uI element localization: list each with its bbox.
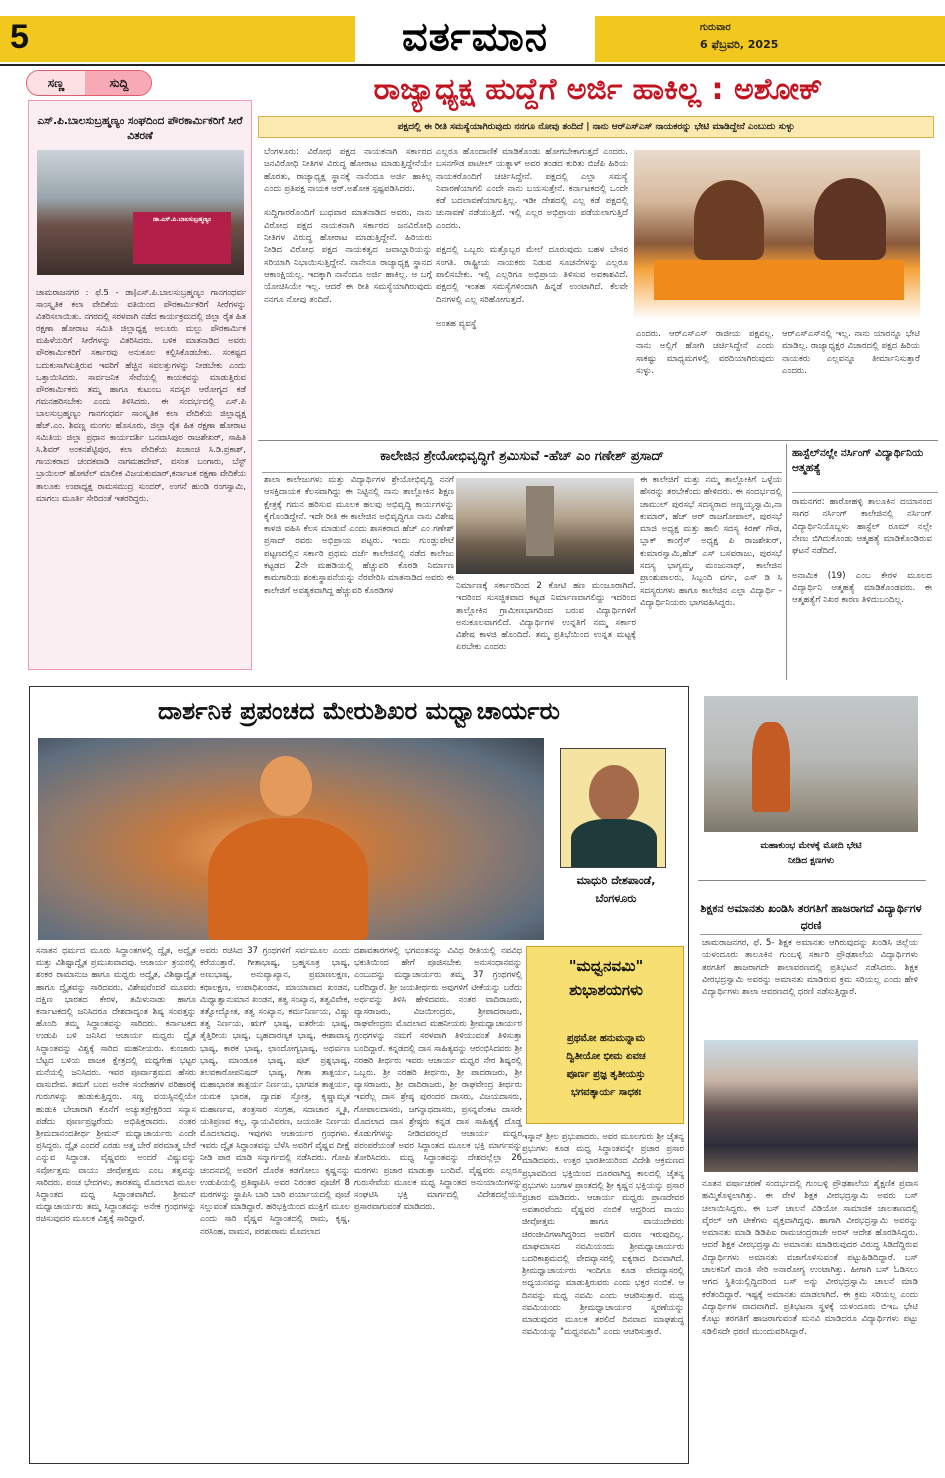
- wishes-verse4: ಭಗವತ್ಕಾರ್ಯ ಸಾಧಕಃ: [570, 1087, 642, 1098]
- madhva-col4: ಇಸ್ಕಾನ್ ಶ್ರೀಲ ಪ್ರಭುಪಾದರು. ಅವರ ಮೂಲಗುರು ಶ್ರೀ ಚೈತನ್ಯ ಪ್ರಭುಗಳು ಕೂಡ ಮಧ್ವ ಸಿದ್ಧಾಂತವನ್ನೇ ಪ್ರಚಾರ ಪ್ರಸಾರ ಮಾಡಿದವರು. ಉತ್ತರ ಭಾರತೀಯರಿಂದ ವಿದೇಶಿ ಆಕ್ರಮಣದ ಪ್ರಭಾವದಿಂದ ಭಕ್ತಿಯಿಂದ ದೂರವಾಗಿದ್ದ ಕಾಲದಲ್ಲಿ ಚೈತನ್ಯ ಪ್ರಭುಗಳು ಬಂಗಾಳ ಪ್ರಾಂತದಲ್ಲಿ ಶ್ರೀ ಕೃಷ್ಣನ ಭಕ್ತಿಯನ್ನು ಪ್ರಸಾರ ಪ್ರಚಾರ ಮಾಡಿದರು. ಆಚಾರ್ಯ ಮಧ್ವರು ಪ್ರಾಣದೇವರ ಅವತಾರವೆಂದು ವೈಷ್ಣವರ ನಂಬಿಕೆ ಆದ್ದರಿಂದ ವಾಯು ಜೀವೋತ್ತಮ ಹಾಗೂ ವಾಯುದೇವರು ಚಿರಂಜೀವಿಗಳಾಗಿದ್ದರಿಂದ ಅವರಿಗೆ ಮರಣ ಇರುವುದಿಲ್ಲ. ಮಾಘಮಾಸದ ನವಮಿಯಂದು ಶ್ರೀಮಧ್ವಾಚಾರ್ಯರು ಬದರಿಕಾಶ್ರಮದಲ್ಲಿ ವೇದವ್ಯಾಸರಲ್ಲಿ ಐಕ್ಯರಾದ ದಿನವಾಗಿದೆ. ಶ್ರೀಮಧ್ವಾಚಾರ್ಯರು ಇಂದಿಗೂ ಕೂಡ ವೇದವ್ಯಾಸರಲ್ಲಿ ಅಧ್ಯಯನವನ್ನು ಮಾಡುತ್ತಿರುವರು ಎಂದು ಭಕ್ತರ ನಂಬಿಕೆ. ಆ ದಿನವನ್ನು ಮಧ್ವ ನವಮಿ ಎಂದು ಆಚರಿಸುತ್ತಾರೆ. ಮಧ್ವ ನವಮಿಯಂದು ಶ್ರೀಮಧ್ವಾಚಾರ್ಯರ ಸ್ಮರಣೆಯನ್ನು ಮಾಡುವುದರ ಮೂಲಕ ತರಲಿದೆ ದಿನವಾದ ಮಾಘಶುದ್ಧ ನವಮಿಯನ್ನು "ಮಧ್ವನವಮಿ" ಎಂದು ಆಚರಿಸುತ್ತಾರೆ.: [522, 1131, 684, 1337]
- madhva-col3: ದಶಾವತಾರಗಳಲ್ಲಿ ಭಗವಂತನನ್ನು ವಿವಿಧ ರೀತಿಯಲ್ಲಿ ನವವಿಧ ಭಕುತಿಯಿಂದ ಹೇಗೆ ಪೂಜಿಸಬೇಕು ಅನುಸಂಧಾನವನ್ನು ಎಂಬುದನ್ನು ಮಧ್ವಾಚಾರ್ಯರು ತಮ್ಮ 37 ಗ್ರಂಥಗಳಲ್ಲಿ ಬರೆದಿದ್ದಾರೆ. ಶ್ರೀ ಜಯತೀರ್ಥರು ಅವುಗಳಿಗೆ ಟೀಕೆಯನ್ನು ಬರೆದು ಅರ್ಥವನ್ನು ತಿಳಿಸಿ ಹೇಳಿದವರು. ನಂತರ ವಾದಿರಾಜರು, ವ್ಯಾಸರಾಜರು, ವಿಜಯೀಂದ್ರರು, ಶ್ರೀಪಾದರಾಜರು, ರಾಘವೇಂದ್ರರು ಮೊದಲಾದ ಮಹನೀಯರು ಶ್ರೀಮಧ್ವಾಚಾರ್ಯರ ಗ್ರಂಥಗಳನ್ನು ನಮಗೆ ಸರಳವಾಗಿ ತಿಳಿಯುವಂತೆ ತಿಳಿಸುತ್ತಾ ಬಂದಿದ್ದಾರೆ. ಕನ್ನಡದಲ್ಲಿ ದಾಸ ಸಾಹಿತ್ಯವನ್ನು ಆರಂಭಿಸಿದವರು ಶ್ರೀ ನರಹರಿ ತೀರ್ಥರು ಇವರು ಆಚಾರ್ಯ ಮಧ್ವರ ನೇರ ಶಿಷ್ಯರಲ್ಲಿ ಒಬ್ಬರು. ಶ್ರೀ ನರಹರಿ ತೀರ್ಥರು, ಶ್ರೀ ಪಾದರಾಜರು, ಶ್ರೀ ವ್ಯಾಸರಾಜರು, ಶ್ರೀ ವಾದಿರಾಜರು, ಶ್ರೀ ರಾಘವೇಂದ್ರ ತೀರ್ಥರು ಇವರೆಲ್ಲ ದಾಸ ಶ್ರೇಷ್ಠ ಪುರಂದರ ದಾಸರು, ವಿಜಯದಾಸರು, ಗೋಪಾಲದಾಸರು, ಜಗನ್ನಾಥದಾಸರು, ಪ್ರಸನ್ನವೆಂಕಟ ದಾಸರೇ ಮೊದಲಾದ ದಾಸ ಶ್ರೇಷ್ಠರು ಕನ್ನಡ ದಾಸ ಸಾಹಿತ್ಯಕ್ಕೆ ದೊಡ್ಡ ಕೊಡುಗೆಗಳನ್ನು ನೀಡಿದವರಲ್ಲದೆ ಆಚಾರ್ಯ ಮಧ್ವರ ಪರಂಪರೆಯಂತೆ ಅವರ ಸಿದ್ಧಾಂತದ ಮೂಲಕ ಭಕ್ತಿ ಮಾರ್ಗವನ್ನು ತೋರಿಸಿದರು. ಮಧ್ವ ಸಿದ್ಧಾಂತವನ್ನು ದೇಶದಲ್ಲೆಲ್ಲಾ 26 ಮಠಗಳು ಪ್ರಚಾರ ಮಾಡುತ್ತಾ ಬಂದಿವೆ. ವೈಷ್ಣವರು ಎಲ್ಲರೂ ಗುರುಸೇವೆಯ ಮೂಲಕ ಮಧ್ವ ಸಿದ್ಧಾಂತದ ಅನುಯಾಯಿಗಳನ್ನು ಸಂಘಟಿಸಿ ಭಕ್ತಿ ಮಾರ್ಗದಲ್ಲಿ ವಿದೇಶದಲ್ಲೆಯೂ ಪ್ರಸಾರವಾಗುವಂತೆ ಮಾಡಿದರು.: [354, 945, 522, 1212]
- author-photo: [589, 765, 639, 823]
- masthead-day: ಗುರುವಾರ: [700, 22, 731, 33]
- madhva-col1: ಸನಾತನ ಧರ್ಮದ ಮೂರು ಸಿದ್ಧಾಂತಗಳಲ್ಲಿ ದ್ವೈತ, ಅದ್ವೈತ ಮತ್ತು ವಿಶಿಷ್ಟಾದ್ವೈತ ಪ್ರಮುಖವಾದವು. ಆಚಾರ್ಯ ತ್ರಯರಲ್ಲಿ ಶಂಕರ ರಾಮಾನುಜ ಹಾಗೂ ಮಧ್ವರು ಅದ್ವೈತ, ವಿಶಿಷ್ಟಾದ್ವೈತ ಹಾಗೂ ದ್ವೈತವನ್ನು ಸಾರಿದವರು. ವಿಶೇಷವೆಂದರೆ ಮೂವರು ದಕ್ಷಿಣ ಭಾರತದ ಕೇರಳ, ತಮಿಳುನಾಡು ಹಾಗೂ ಕರ್ನಾಟಕದಲ್ಲಿ ಜನಿಸಿದರೂ ದೇಶದಾದ್ಯಂತ ಶಿಷ್ಯ ಸಂಪತ್ತನ್ನು ಹೊಂದಿ ತಮ್ಮ ಸಿದ್ಧಾಂತವನ್ನು ಸಾರಿದರು. ಕರ್ನಾಟಕದ ಉಡುಪಿ ಬಳಿ ಜನಿಸಿದ ಆಚಾರ್ಯ ಮಧ್ವರು ದ್ವೈತ ಸಿದ್ಧಾಂತವನ್ನು ವಿಶ್ವಕ್ಕೆ ಸಾರಿದ ಮಹನೀಯರು. ಕುಂಜಾರು ಬೆಟ್ಟದ ಬಳಿಯ ಪಾಜಕ ಕ್ಷೇತ್ರದಲ್ಲಿ ಮಧ್ಯಗೇಹ ಭಟ್ಟರ ಮನೆಯಲ್ಲಿ ಜನಿಸಿದರು. ಇವರ ಪೂರ್ವಾಶ್ರಮದ ಹೆಸರು ವಾಸುದೇವ. ತಮಗೆ ಬಂದ ಅನೇಕ ಸಂದೇಹಗಳ ಪರಿಹಾರಕ್ಕೆ ಗುರುಗಳನ್ನು ಹುಡುಕುತ್ತಿದ್ದರು. ಸಣ್ಣ ವಯಸ್ಸಿನಲ್ಲಿಯೇ ಹುಡುಕಿ ಬೇಜಾರಾಗಿ ಕೊನೆಗೆ ಅಚ್ಯುತಪ್ರೇಕ್ಷರಿಂದ ಸನ್ಯಾಸ ಪಡೆದು ಪೂರ್ಣಪ್ರಜ್ಞರೆಂದು ಅಭಿಷಿಕ್ತರಾದರು. ನಂತರ ಶ್ರೀಮದಾನಂದತೀರ್ಥ ಶ್ರೀಮನ್ ಮಧ್ವಾಚಾರ್ಯರು ಎಂದೇ ಪ್ರಸಿದ್ಧರು. ದ್ವೈತ ಎಂದರೆ ಎರಡು ಅತ್ಮ ಬೇರೆ ಪರಮಾತ್ಮ ಬೇರೆ ಎನ್ನುವ ಸಿದ್ಧಾಂತ. ವೈಷ್ಣವರು ಅಂದರೆ ವಿಷ್ಣುವನ್ನು ಸರ್ವೋತ್ತಮ ವಾಯು ಜೀವೋತ್ತಮ ಎಂಬ ತತ್ವವನ್ನು ಸಾರಿದರು. ಪಂಚ ಭೇದಗಳು, ತಾರತಮ್ಯ ಮೊದಲಾದ ಮೂಲ ಸಿದ್ಧಾಂತದ ಮಧ್ವ ಸಿದ್ಧಾಂತವಾಗಿದೆ. ಶ್ರೀಮನ್ ಮಧ್ವಾಚಾರ್ಯರು ತಮ್ಮ ಸಿದ್ಧಾಂತವನ್ನು ಅನೇಕ ಗ್ರಂಥಗಳನ್ನು ರಚಿಸುವುದರ ಮೂಲಕ ವಿಶ್ವಕ್ಕೆ ಸಾರಿದ್ದಾರೆ.: [36, 945, 196, 1224]
- modi-figure: [752, 722, 790, 812]
- lead-divider: [258, 440, 938, 441]
- modi-photo: [704, 696, 918, 832]
- modi-caption-2: ನೀಡಿದ ಕ್ಷಣಗಳು: [787, 856, 835, 866]
- author-name: ಮಾಧುರಿ ದೇಶಪಾಂಡೆ,: [576, 874, 656, 887]
- page-number-box: [0, 16, 78, 62]
- madhva-col2: ಅವರು ರಚಿಸಿದ 37 ಗ್ರಂಥಗಳಿಗೆ ಸರ್ವಮೂಲ ಎಂದು ಕರೆಯುತ್ತಾರೆ. ಗೀತಾಭಾಷ್ಯ, ಬ್ರಹ್ಮಸೂತ್ರ ಭಾಷ್ಯ, ಅಣುಭಾಷ್ಯ, ಅನುವ್ಯಾಖ್ಯಾನ, ಪ್ರಮಾಣಲಕ್ಷಣ, ಕಥಾಲಕ್ಷಣ, ಉಪಾಧಿಖಂಡನ, ಮಾಯಾವಾದ ಖಂಡನ, ಮಿಥ್ಯಾತ್ವಾನುಮಾನ ಖಂಡನ, ತತ್ವ ಸಂಖ್ಯಾನ, ತತ್ವವಿವೇಕ, ತತ್ವೋದ್ಯೋತ, ತತ್ವ ಸಂಖ್ಯಾನ, ಕರ್ಮನಿರ್ಣಯ, ವಿಷ್ಣು ತತ್ವ ನಿರ್ಣಯ, ಋಗ್ ಭಾಷ್ಯ, ಐತರೇಯ ಭಾಷ್ಯ, ತೈತ್ತಿರೀಯ ಭಾಷ್ಯ, ಬೃಹದಾರಣ್ಯಕ ಭಾಷ್ಯ, ಈಶಾವಾಸ್ಯ ಭಾಷ್ಯ, ಕಾಠಕ ಭಾಷ್ಯ, ಛಾಂದೋಗ್ಯಭಾಷ್ಯ, ಅಥರ್ವಣ ಭಾಷ್ಯ, ಮಾಂಡೂಕ ಭಾಷ್ಯ, ಷಟ್ ಪ್ರಶ್ನಭಾಷ್ಯ, ತಲವಕಾರೋಪನಿಷದ್ ಭಾಷ್ಯ, ಗೀತಾ ತಾತ್ಪರ್ಯ, ಮಹಾಭಾರತ ತಾತ್ಪರ್ಯ ನಿರ್ಣಯ, ಭಾಗವತ ತಾತ್ಪರ್ಯ, ಯಮಕ ಭಾರತ, ದ್ವಾದಶ ಸ್ತೋತ್ರ, ಕೃಷ್ಣಾಮೃತ ಮಹಾರ್ಣವ, ತಂತ್ರಸಾರ ಸಂಗ್ರಹ, ಸದಾಚಾರ ಸ್ಮೃತಿ, ಯತಿಪ್ರಣವ ಕಲ್ಪ, ನ್ಯಾಯವಿವರಣ, ಜಯಂತೀ ನಿರ್ಣಯ ಮೊದಲಾದವು. ಇವುಗಳು ಆಚಾರ್ಯರ ಗ್ರಂಥಗಳು. ಇವರು ದ್ವೈತ ಸಿದ್ಧಾಂತವನ್ನು ಬೆಳೆಸಿ ಅವರಿಗೆ ವೈಷ್ಣವ ದೀಕ್ಷೆ ನೀಡಿ ಪಾಠ ಮಾಡಿ ಸನ್ಮಾರ್ಗದಲ್ಲಿ ನಡೆಸಿದರು. ಗೋಪಿ ಚಂದನದಲ್ಲಿ ಅವರಿಗೆ ದೊರೆತ ಕಡಗೋಲು ಕೃಷ್ಣನನ್ನು ಉಡುಪಿಯಲ್ಲಿ ಪ್ರತಿಷ್ಠಾಪಿಸಿ ಅವರ ನಿರಂತರ ಪೂಜೆಗೆ 8 ಮಠಗಳನ್ನು ಸ್ಥಾಪಿಸಿ ಬಾರಿ ಬಾರಿ ಪರ್ಯಾಯದಲ್ಲಿ ಪೂಜೆ ಸಲ್ಲುವಂತೆ ಮಾಡಿದ್ದಾರೆ. ಹರಿಭಕ್ತಿಯಿಂದ ಮುಕ್ತಿಗೆ ಮೂಲ ಎಂದು ಸಾರಿ ವೈಷ್ಣವ ಸಿದ್ಧಾಂತದಲ್ಲಿ ರಾಮ, ಕೃಷ್ಣ, ನರಸಿಂಹ, ವಾಮನ, ಪರಶುರಾಮ ಮೊದಲಾದ: [200, 945, 350, 1236]
- college-headline: ಕಾಲೇಜಿನ ಶ್ರೇಯೋಭಿವೃದ್ಧಿಗೆ ಶ್ರಮಿಸುವೆ -ಹೆಚ್ ಎಂ ಗಣೇಶ್ ಪ್ರಸಾದ್: [380, 449, 664, 464]
- teacher-divider: [700, 934, 922, 935]
- hostel-vline: [786, 444, 787, 680]
- wishes-verse2: ದ್ವಿತೀಯೋ ಭೀಮ ಏವಚ: [566, 1051, 646, 1062]
- college-col2: ನಿರ್ಮಾಣಕ್ಕೆ ಸರ್ಕಾರದಿಂದ 2 ಕೋಟಿ ಹಣ ಮಂಜೂರಾಗಿದೆ. ಇದರಿಂದ ಸುಸಜ್ಜಿತವಾದ ಕಟ್ಟಡ ನಿರ್ಮಾಣವಾಗಲಿದ್ದು ಇದರಿಂದ ತಾಲ್ಲೋಕಿನ ಗ್ರಾಮೀಣಭಾಗದಿಂದ ಬರುವ ವಿದ್ಯಾರ್ಥಿಗಳಿಗೆ ಅನುಕೂಲವಾಗಲಿದೆ. ವಿದ್ಯಾರ್ಥಿಗಳ ಉನ್ನತಿಗೆ ನಮ್ಮ ಸರ್ಕಾರ ವಿಶೇಷ ಕಾಳಜಿ ಹೊಂದಿದೆ. ತಮ್ಮ ಪ್ರತಿಭೆಯಿಂದ ಉನ್ನತ ಮಟ್ಟಕ್ಕೆ ಏರಬೇಕು ಎಂದರು: [456, 581, 636, 653]
- lead-subhead: ಪಕ್ಷದಲ್ಲಿ ಈ ರೀತಿ ಸಮಸ್ಯೆಯಾಗಿರುವುದು ನನಗೂ ನೋವು ತಂದಿದೆ | ನಾನು ಆರ್‌ಎಸ್‌ಎಸ್ ನಾಯಕರನ್ನು ಭೇಟಿ ಮಾಡಿದ್ದೇನೆ ಎಂಬುದು ಸುಳ್ಳು: [258, 116, 934, 138]
- modi-caption-1: ಮಹಾಕುಂಭ ಮೇಳಕ್ಕೆ ಮೋದಿ ಭೇಟಿ: [760, 841, 862, 851]
- college-photo: [456, 478, 634, 574]
- masthead: [0, 0, 945, 66]
- page-number: 5: [10, 18, 29, 56]
- hostel-body: ರಾಮನಗರ: ಹಾರೋಹಳ್ಳಿ ತಾಲೂಕಿನ ದಯಾನಂದ ಸಾಗರ ನರ್ಸಿಂಗ್ ಕಾಲೇಜಿನಲ್ಲಿ ನರ್ಸಿಂಗ್ ವಿದ್ಯಾರ್ಥಿನಿಯೊಬ್ಬಳು ಹಾಸ್ಟೆಲ್ ರೂಮ್ ನಲ್ಲೇ ನೇಣು ಬಿಗಿದುಕೊಂಡು ಆತ್ಮಹತ್ಯೆ ಮಾಡಿಕೊಂಡಿರುವ ಘಟನೆ ನಡೆದಿದೆ. ಅನಾಮಿಕ (19) ಎಂಬ ಕೇರಳ ಮೂಲದ ವಿದ್ಯಾರ್ಥಿನಿ ಆತ್ಮಹತ್ಯೆ ಮಾಡಿಕೊಂಡವರು. ಈ ಆತ್ಮಹತ್ಯೆಗೆ ನಿಖರ ಕಾರಣ ತಿಳಿದುಬಂದಿಲ್ಲ.: [792, 497, 932, 606]
- wishes-verse1: ಪ್ರಥಮೋ ಹನುಮನ್ನಾಮ: [566, 1033, 645, 1044]
- teacher-headline: ಶಿಕ್ಷಕನ ಅಮಾನತು ಖಂಡಿಸಿ ತರಗತಿಗೆ ಹಾಜರಾಗದೆ ವಿದ್ಯಾರ್ಥಿಗಳ ಧರಣಿ: [700, 902, 922, 932]
- madhva-figure-head: [260, 756, 312, 816]
- lead-photo: [634, 150, 920, 320]
- wishes-line2: ಶುಭಾಶಯಗಳು: [569, 981, 643, 999]
- author-place: ಬೆಂಗಳೂರು: [595, 892, 637, 905]
- wishes-line1: "ಮಧ್ವನವಮಿ": [568, 957, 644, 975]
- suddi-label: ಸುದ್ದಿ: [85, 71, 152, 96]
- sanna-body: ಚಾಮರಾಜನಗರ : ಫೆ.5 - ಡಾ|ಎಸ್.ಪಿ.ಬಾಲಸುಬ್ರಹ್ಮಣ್ಯಂ ಗಾನಗಂಧರ್ವ ಸಾಂಸ್ಕೃತಿಕ ಕಲಾ ವೇದಿಕೆಯ ವತಿಯಿಂದ ಪೌರಕಾರ್ಮಿಕರಿಗೆ ಸೀರೆಗಳನ್ನು ವಿತರಿಸಲಾಯಿತು. ನಗರದಲ್ಲಿ ಸರಳವಾಗಿ ನಡೆದ ಕಾರ್ಯಕ್ರಮದಲ್ಲಿ ಜಿಲ್ಲಾ ರೈತ ಹಿತ ರಕ್ಷಣಾ ಹೋರಾಟ ಸಮಿತಿ ಜಿಲ್ಲಾಧ್ಯಕ್ಷ ಅಲೂರು ಮಲ್ಲು ಪೌರಕಾರ್ಮಿಕ ಮಹಿಳೆಯರಿಗೆ ಸೀರೆಗಳನ್ನು ವಿತರಿಸಿದರು. ಬಳಿಕ ಮಾತನಾಡಿದ ಅವರು ಪೌರಕಾರ್ಮಿಕರಿಗೆ ಸರ್ಕಾರವು ಅನುಕೂಲ ಕಲ್ಪಿಸಿಕೊಡಬೇಕು. ಸಂಕಷ್ಟದ ಬದುಕುಸಾಗಿಸುತ್ತಿರುವ ಇವರಿಗೆ ಹೆಚ್ಚಿನ ಸವಲತ್ತುಗಳನ್ನು ನೀಡಬೇಕು ಎಂದು ಒತ್ತಾಯಿಸಿದರು. ಸಾರ್ವಜನಿಕ ಸೇವೆಯಲ್ಲಿ ಕಾಯಕವನ್ನು ಮಾಡುತ್ತಿರುವ ಪೌರಕಾರ್ಮಿಕರು ತಮ್ಮ ಹಾಗೂ ಕುಟುಂಬ ಸದಸ್ಯರ ಆರೋಗ್ಯದ ಕಡೆ ಗಮನಹರಿಸಬೇಕು ಎಂದು ತಿಳಿಸಿದರು. ಈ ಸಂದರ್ಭದಲ್ಲಿ ಎಸ್.ಪಿ ಬಾಲಸುಬ್ರಹ್ಮಣ್ಯಂ ಗಾನಗಂಧರ್ವ ಸಾಂಸ್ಕೃತಿಕ ಕಲಾ ವೇದಿಕೆಯ ಜಿಲ್ಲಾಧ್ಯಕ್ಷ ಹೆಚ್.ಎಂ. ಶಿವಣ್ಣ ಮಂಗಲ ಹೊಸೂರು, ಜಿಲ್ಲಾ ರೈತ ಹಿತ ರಕ್ಷಣಾ ಹೋರಾಟ ಸಮಿತಿಯ ಜಿಲ್ಲಾ ಪ್ರಧಾನ ಕಾರ್ಯದರ್ಶಿ ಬನವಾಸಿಪುರ ರಾಜಶೇಖರ್, ಸಾಹಿತಿ ಸಿ.ಶಿವರ್ ಅಂಕನಶೆಟ್ಟಿಪುರ, ಕಲಾ ವೇದಿಕೆಯ ಖಜಾಂಚಿ ಸಿ.ಡಿ.ಪ್ರಕಾಶ್, ಗಾಯಕರಾದ ಚಂದಕವಾಡಿ ನಾಗಮಹದೇವ್, ವಸಂತ ಬಂಗಾರು, ಬೆಸ್ಟ್ ಬ್ರಾಯಿಲರ್ ಹೋಟೆಲ್ ಮಾಲೀಕ ವಿಜಯಕುಮಾರ್,ಕರ್ನಾಟಕ ರಕ್ಷಣಾ ವೇದಿಕೆಯ ತಾಲೂಕು ಉಪಾಧ್ಯಕ್ಷ ರಾಮಸಮುದ್ರ ಸುಂದರ್, ಉಗನೆ ಹುಂಡಿ ರಂಗಸ್ವಾಮಿ, ಮಾಗಲು ಮೂರ್ತಿ ಸೇರಿದಂತೆ ಇತರರಿದ್ದರು.: [36, 287, 246, 503]
- lead-col4: ಆರ್‌ಎಸ್‌ಎಸ್‌ನಲ್ಲಿ ಇಲ್ಲ. ನಾನು ಯಾರನ್ನೂ ಭೇಟಿ ಮಾಡಿಲ್ಲ. ರಾಜ್ಯಾಧ್ಯಕ್ಷರ ವಿಚಾರದಲ್ಲಿ ಪಕ್ಷದ ಹಿರಿಯ ನಾಯಕರು ಎಲ್ಲವನ್ನೂ ತೀರ್ಮಾನಿಸುತ್ತಾರೆ ಎಂದರು.: [782, 329, 920, 376]
- wishes-verse3: ಪೂರ್ಣ ಪ್ರಜ್ಞ ತೃತೀಯಸ್ತು: [566, 1069, 646, 1080]
- hostel-headline: ಹಾಸ್ಟೆಲ್‌ನಲ್ಲೇ ನರ್ಸಿಂಗ್ ವಿದ್ಯಾರ್ಥಿನಿಯ ಆತ್ಮಹತ್ಯೆ: [792, 447, 924, 474]
- wishes-box: [526, 946, 684, 1124]
- lead-photo-figure-a: [694, 180, 764, 260]
- lead-headline: ರಾಜ್ಯಾಧ್ಯಕ್ಷ ಹುದ್ದೆಗೆ ಅರ್ಜಿ ಹಾಕಿಲ್ಲ : ಅಶೋಕ್: [373, 72, 823, 107]
- lead-col3: ಎಂದರು. ಆರ್‌ಎಸ್‌ಎಸ್ ರಾಜೀಯ ಪಕ್ಷವಲ್ಲ. ನಾನು ಅಲ್ಲಿಗೆ ಹೋಗಿ ಚರ್ಚಿಸಿದ್ದೇನೆ ಎಂದು ಸಾಕಷ್ಟು ಮಾಧ್ಯಮಗಳಲ್ಲಿ ವರದಿಯಾಗಿರುವುದು ಸುಳ್ಳು.: [636, 329, 774, 376]
- hostel-divider: [792, 492, 938, 493]
- madhva-figure-robe: [208, 818, 368, 940]
- lead-col2: ಎಲ್ಲರೂ ಹೊಂದಾಣಿಕೆ ಮಾಡಿಕೊಂಡು ಹೋಗಬೇಕಾಗುತ್ತದೆ ಎಂದರು. ಬಸನಗೌಡ ಪಾಟೀಲ್ ಯತ್ನಾಳ್ ಅವರ ತಂಡದ ಕುರಿತು ಬಿಜೆಪಿ ಹಿರಿಯ ನಾಯಕರೊಂದಿಗೆ ಚರ್ಚಿಸಿದ್ದೇನೆ. ಪಕ್ಷದಲ್ಲಿ ಎಲ್ಲಾ ಸಮಸ್ಯೆ ನಿವಾರಣೆಯಾಗಲಿ ಎಂದೇ ನಾನು ಬಯಸುತ್ತೇನೆ. ಕರ್ನಾಟಕದಲ್ಲಿ ಒಂದೇ ಕಡೆ ಬದಲಾವಣೆಯಾಗುತ್ತಿಲ್ಲ. ಇಡೀ ದೇಶದಲ್ಲಿ ಎಲ್ಲ ಕಡೆ ಪಕ್ಷದಲ್ಲಿ ಚುನಾವಣೆ ನಡೆಯುತ್ತಿದೆ. ಇಲ್ಲಿ ಎಲ್ಲರ ಅಭಿಪ್ರಾಯ ಪಡೆಯಲಾಗುತ್ತಿದೆ ಎಂದರು. ಪಕ್ಷದಲ್ಲಿ ಒಬ್ಬರು ಮತ್ತೊಬ್ಬರ ಮೇಲೆ ದೂರುವುದು ಬಹಳ ಬೇಸರ ಸಂಗತಿ. ರಾಷ್ಟ್ರೀಯ ನಾಯಕರು ನಿಡುವ ಸೂಚನೆಗಳನ್ನು ಎಲ್ಲರೂ ಪಾಲಿಸಬೇಕು. ಇಲ್ಲಿ ಎಲ್ಲರಿಗೂ ಅಭಿಪ್ರಾಯ ತಿಳಿಸುವ ಅವಕಾಶವಿದೆ. ಪಕ್ಷದಲ್ಲಿ ಇಂತಹ ಸಮಸ್ಯೆಗಳಿಂದಾಗಿ ಹಿನ್ನಡೆ ಉಂಟಾಗಿದೆ. ಕೆಲವೇ ದಿನಗಳಲ್ಲಿ ಎಲ್ಲ ಸರಿಹೋಗುತ್ತದೆ. ಅಂತಹ ವ್ಯವಸ್ಥೆ: [436, 147, 628, 330]
- right-divider: [698, 880, 926, 881]
- college-photo-pillar: [526, 486, 554, 556]
- college-col1: ಶಾಲಾ ಕಾಲೇಜುಗಳು ಮತ್ತು ವಿದ್ಯಾರ್ಥಿಗಳ ಶ್ರೇಯೋಭಿವೃದ್ಧಿ ನನಗೆ ಆಸಕ್ತಿದಾಯಕ ಕೆಲಸವಾಗಿದ್ದು ಈ ನಿಟ್ಟಿನಲ್ಲಿ ನಾನು ತಾಲ್ಲೋಕಿನ ಶಿಕ್ಷಣ ಕ್ಷೇತ್ರಕ್ಕೆ ಗಮನ ಹರಿಸುವ ಮೂಲಕ ಹಲವು ಅಭಿವೃದ್ಧಿ ಕಾರ್ಯಗಳನ್ನು ಕೈಗೊಂಡಿದ್ದೇನೆ. ಇದೇ ರೀತಿ ಈ ಕಾಲೇಜಿನ ಅಭಿವೃದ್ಧಿಗೂ ನಾನು ವಿಶೇಷ ಕಾಳಜಿ ವಹಿಸಿ ಕೆಲಸ ಮಾಡುವೆ ಎಂದು ಶಾಸಕರಾದ ಹೆಚ್ ಎಂ ಗಣೇಶ್ ಪ್ರಸಾದ್ ರವರು ಅಭಿಪ್ರಾಯ ಪಟ್ಟರು. ಇಂದು ಗುಂಡ್ಲುಪೇಟೆ ಪಟ್ಟಣದಲ್ಲಿನ ಸರ್ಕಾರಿ ಪ್ರಥಮ ದರ್ಜೆ ಕಾಲೇಜಿನಲ್ಲಿ ನಡೆದ ಕಾಲೇಜು ಕಟ್ಟಡದ 2ನೇ ಮಹಡಿಯಲ್ಲಿ ಹೆಚ್ಚುವರಿ ಕೊಠಡಿ ನಿರ್ಮಾಣ ಕಾಮಗಾರಿಯ ಶಂಕುಸ್ಥಾಪನೆಯನ್ನು ನೆರವೇರಿಸಿ ಮಾತನಾಡಿದ ಅವರು ಈ ಕಾಲೇಜಿಗೆ ಅವಶ್ಯಕವಾಗಿದ್ದ ಹೆಚ್ಚುವರಿ ಕೊಠಡಿಗಳ: [264, 475, 454, 596]
- teacher-body2: ನೂತನ ವರ್ಷಾಚರಣೆ ಸಂದರ್ಭದಲ್ಲಿ ಗುಂಬಳ್ಳಿ ಪ್ರೌಢಶಾಲೆಯ ಶೈಕ್ಷಣಿಕ ಪ್ರವಾಸ ಹಮ್ಮಿಕೊಳ್ಳಲಾಗಿತ್ತು. ಈ ವೇಳೆ ಶಿಕ್ಷಕ ವೀರಭದ್ರಸ್ವಾಮಿ ಅವರು ಬಸ್ ಚಲಾಯಿಸಿದ್ದರು. ಈ ಬಸ್ ಚಾಲನೆ ವಿಡಿಯೋ ಸಾಮಾಜಿಕ ಜಾಲತಾಣದಲ್ಲಿ ವೈರಲ್ ಆಗಿ ಟೀಕೆಗಳು ವ್ಯಕ್ತವಾಗಿದ್ದವು. ಹಾಗಾಗಿ ವೀರಭದ್ರಸ್ವಾಮಿ ಅವರನ್ನು ಅಮಾನತು ಮಾಡಿ ಡಿಡಿಪಿಐ ರಾಮಚಂದ್ರರಾಜೇ ಅರಸ್ ಆದೇಶ ಹೊರಡಿಸಿದ್ದರು. ಆದರೆ ಶಿಕ್ಷಕ ವೀರಭದ್ರಸ್ವಾಮಿ ಅಮಾನತು ಮಾಡಿರುವುದರ ವಿರುದ್ಧ ಸಿಡಿದೆದ್ದಿರುವ ವಿದ್ಯಾರ್ಥಿಗಳು ಅಮಾನತು ವಜಾಗೊಳಿಸುವಂತೆ ಪಟ್ಟುಹಿಡಿದಿದ್ದಾರೆ. ಬಸ್ ಚಾಲಕನಿಗೆ ವಾಂತಿ ಸೇರಿ ಅನಾರೋಗ್ಯ ಉಂಟಾಗಿತ್ತು. ಹೀಗಾಗಿ ಬಸ್ ಓಡಿಸಲು ಆಗದ ಸ್ಥಿತಿಯಲ್ಲಿದ್ದಿದರಿಂದ ಬಸ್ ಅನ್ನು ವೀರಭದ್ರಸ್ವಾಮಿ ಚಾಲನೆ ಮಾಡಿ ಕರೆತಂದಿದ್ದಾರೆ. ಇಷ್ಟಕ್ಕೆ ಅಮಾನತು ಮಾಡಲಾಗಿದೆ. ಈ ಕ್ರಮ ಸರಿಯಲ್ಲ ಎಂದು ವಿದ್ಯಾರ್ಥಿಗಳ ವಾದವಾಗಿದೆ. ಪ್ರತಿಭಟನಾ ಸ್ಥಳಕ್ಕೆ ಯಳಂದೂರು ಬಿಇಒ ಭೇಟಿ ಕೊಟ್ಟು ತರಗತಿಗೆ ಹಾಜರಾಗುವಂತೆ ಮನವಿ ಮಾಡಿದರೂ ವಿದ್ಯಾರ್ಥಿಗಳು ಪಟ್ಟು ಸಡಿಲಿಸದೇ ಧರಣಿ ಮುಂದುವರಿಸಿದ್ದಾರೆ.: [702, 1179, 918, 1337]
- teacher-photo: [704, 1040, 918, 1172]
- lead-photo-shawl: [654, 260, 904, 300]
- sanna-photo: [37, 150, 244, 275]
- sanna-label: ಸಣ್ಣ: [27, 71, 85, 96]
- college-divider: [262, 472, 782, 473]
- author-photo-frame: [560, 748, 666, 868]
- teacher-body1: ಚಾಮರಾಜನಗರ, ಫೆ. 5- ಶಿಕ್ಷಕ ಅಮಾನತು ಆಗಿರುವುದನ್ನು ಖಂಡಿಸಿ ಜಿಲ್ಲೆಯ ಯಳಂದೂರು ತಾಲೂಕಿನ ಗುಂಬಳ್ಳಿ ಸರ್ಕಾರಿ ಪ್ರೌಢಶಾಲೆಯ ವಿದ್ಯಾರ್ಥಿಗಳು ತರಗತಿಗೆ ಹಾಜರಾಗದೇ ಶಾಲಾವರಣದಲ್ಲಿ ಪ್ರತಿಭಟನೆ ನಡೆಸಿದರು. ಶಿಕ್ಷಕ ವೀರಭದ್ರಸ್ವಾಮಿ ಅವರನ್ನು ಅಮಾನತು ಮಾಡಿರುವ ಕ್ರಮ ಸರಿಯಲ್ಲ ಎಂದು ಹೇಳಿ ವಿದ್ಯಾರ್ಥಿಗಳು ಶಾಲಾ ಆವರಣದಲ್ಲಿ ಧರಣಿ ನಡೆಸುತ್ತಿದ್ದಾರೆ.: [702, 938, 918, 998]
- lead-col1: ಬೆಂಗಳೂರು: ವಿರೋಧ ಪಕ್ಷದ ನಾಯಕನಾಗಿ ಸರ್ಕಾರದ ಜನವಿರೋಧಿ ನೀತಿಗಳ ವಿರುದ್ಧ ಹೋರಾಟ ಮಾಡುತ್ತಿದ್ದೇನೆಯೇ ಹೊರತು, ರಾಜ್ಯಾಧ್ಯಕ್ಷ ಸ್ಥಾನಕ್ಕೆ ನಾನೆಂದೂ ಅರ್ಜಿ ಹಾಕಿಲ್ಲ ಎಂದು ಪ್ರತಿಪಕ್ಷ ನಾಯಕ ಆರ್.ಅಶೋಕ ಸ್ಪಷ್ಟಪಡಿಸಿದರು. ಸುದ್ದಿಗಾರರೊಂದಿಗೆ ಬುಧವಾರ ಮಾತನಾಡಿದ ಅವರು, ನಾನು ವಿರೋಧ ಪಕ್ಷದ ನಾಯಕನಾಗಿ ಸರ್ಕಾರದ ಜನವಿರೋಧಿ ನೀತಿಗಳ ವಿರುದ್ಧ ಹೋರಾಟ ಮಾಡುತ್ತಿದ್ದೇನೆ. ಹಿರಿಯರು ನೀಡಿದ ವಿರೋಧ ಪಕ್ಷದ ನಾಯಕತ್ವದ ಜವಾಬ್ದಾರಿಯನ್ನು ಸರಿಯಾಗಿ ನಿಭಾಯಿಸುತ್ತಿದ್ದೇನೆ. ನಾನೇನೂ ರಾಜ್ಯಾಧ್ಯಕ್ಷ ಸ್ಥಾನದ ಆಕಾಂಕ್ಷಿಯಲ್ಲ. ಇದಕ್ಕಾಗಿ ನಾನೆಂದೂ ಅರ್ಜಿ ಹಾಕಿಲ್ಲ. ಆ ಬಗ್ಗೆ ಯೋಚಿಸಿಯೇ ಇಲ್ಲ. ಆದರೆ ಈ ರೀತಿ ಸಮಸ್ಯೆಯಾಗಿರುವುದು ನನಗೂ ನೋವು ತಂದಿದೆ.: [264, 147, 432, 305]
- madhva-headline: ದಾರ್ಶನಿಕ ಪ್ರಪಂಚದ ಮೇರುಶಿಖರ ಮಧ್ವಾಚಾರ್ಯರು: [158, 697, 560, 725]
- author-saree: [571, 819, 657, 867]
- masthead-date: 6 ಫೆಬ್ರವರಿ, 2025: [700, 38, 779, 51]
- masthead-title: ವರ್ತಮಾನ: [355, 10, 595, 64]
- madhva-painting: [38, 738, 544, 940]
- sanna-suddi-tag: [26, 70, 152, 96]
- college-col3: ಈ ಕಾಲೇಜಿಗೆ ಮತ್ತು ನಮ್ಮ ತಾಲ್ಲೋಕಿಗೆ ಒಳ್ಳೆಯ ಹೆಸರನ್ನು ತರಬೇಕೆಂದು ಹೇಳಿದರು. ಈ ಸಂದರ್ಭದಲ್ಲಿ ಚಾಮುಲ್ ಪುರಸಭೆ ಸದಸ್ಯರಾದ ಅಣ್ಣಯ್ಯಸ್ವಾಮಿ,ನಾ ಕುಮಾರ್, ಹೆಚ್ ಆರ್ ರಾಜಗೋಪಾಲ್, ಪುರಸಭೆ ಮಾಜಿ ಅಧ್ಯಕ್ಷ ಮತ್ತು ಹಾಲಿ ಸದಸ್ಯ ಕಿರಣ್ ಗೌಡ, ಬ್ಲಾಕ್ ಕಾಂಗ್ರೆಸ್ ಅಧ್ಯಕ್ಷ ಪಿ ರಾಜಶೇಖರ್, ಕುಮಾರಸ್ವಾಮಿ,ಹೆಚ್ ಎಸ್ ಬಸವರಾಜು, ಪುರಸಭೆ ಸದಸ್ಯ ಭಾಗ್ಯಮ್ಮ, ಮಂಜುನಾಥ್, ಕಾಲೇಜಿನ ಪ್ರಾಂಶುಪಾಲರು, ಸಿಬ್ಬಂದಿ ವರ್ಗ, ಎಸ್ ಡಿ ಸಿ ಸದಸ್ಯರುಗಳು ಹಾಗೂ ಕಾಲೇಜಿನ ಎಲ್ಲಾ ವಿದ್ಯಾರ್ಥಿ - ವಿದ್ಯಾರ್ಥಿನಿಯರು ಭಾಗವಹಿಸಿದ್ದರು.: [640, 475, 782, 608]
- sanna-banner: ಡಾ.ಎಸ್.ಪಿ.ಬಾಲಸುಬ್ರಹ್ಮಣ್ಯಂ: [133, 212, 231, 264]
- sanna-headline: ಎಸ್.ಪಿ.ಬಾಲಸುಬ್ರಹ್ಮಣ್ಯಂ ಸಂಘದಿಂದ ಪೌರಕಾರ್ಮಿಕರಿಗೆ ಸೀರೆ ವಿತರಣೆ: [37, 115, 243, 142]
- lead-photo-figure-b: [814, 178, 886, 260]
